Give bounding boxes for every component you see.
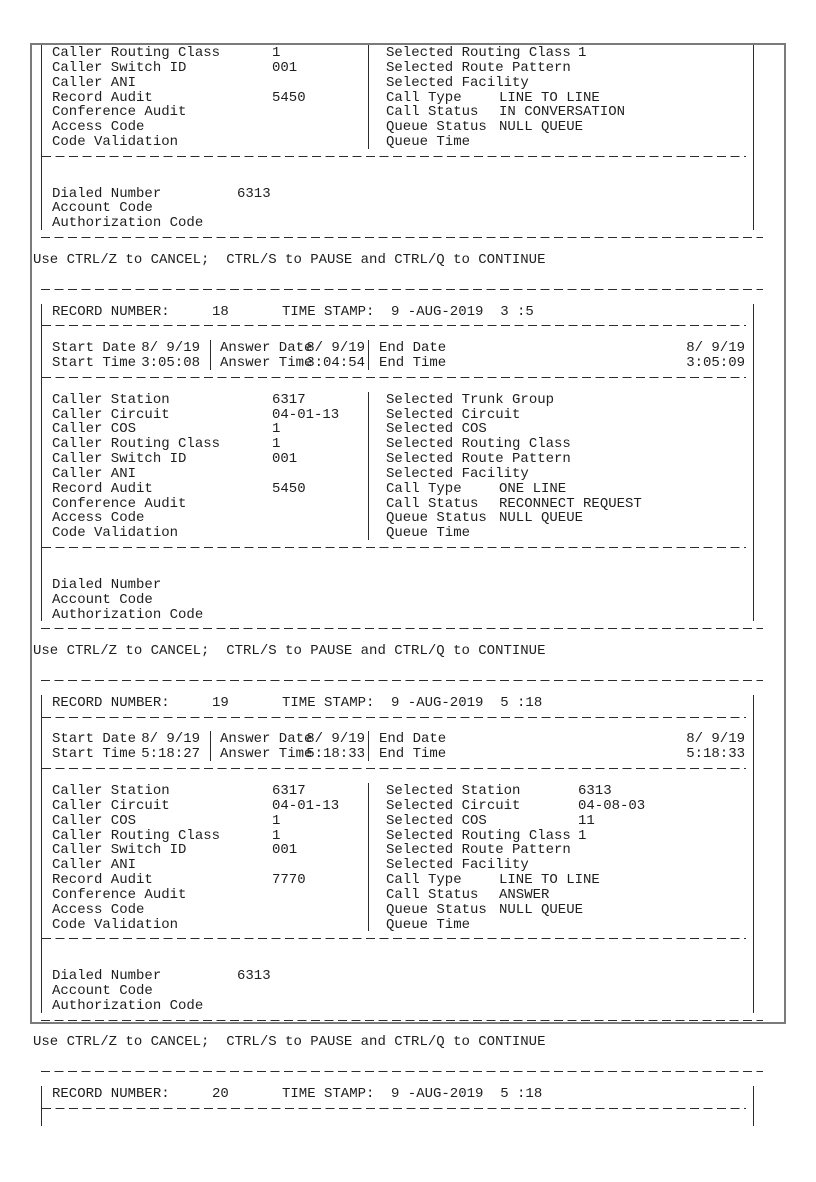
caller-field-value: 5450 — [272, 89, 306, 106]
answer-time-label: Answer Time — [220, 746, 313, 763]
selected-field-value: LINE TO LINE — [499, 89, 600, 106]
control-keys-prompt — [32, 1034, 784, 1049]
start-date-value: 8/ 9/19 — [141, 340, 200, 357]
record-number-value: 18 — [212, 303, 229, 320]
authorization-code-row — [42, 607, 753, 622]
section-separator — [42, 547, 753, 562]
caller-field-label: Caller Routing Class — [52, 827, 221, 844]
section-separator — [42, 325, 753, 340]
selected-field-label: Selected Facility — [386, 74, 529, 91]
caller-field-value: 7770 — [272, 872, 306, 889]
end-date-value: 8/ 9/19 — [686, 731, 745, 748]
selected-field-value: NULL QUEUE — [499, 510, 584, 527]
end-time-label: End Time — [379, 746, 447, 763]
end-time-label: End Time — [379, 355, 447, 372]
blank-line — [42, 953, 753, 968]
field-row — [42, 436, 753, 451]
caller-field-label: Caller ANI — [52, 74, 137, 91]
selected-field-value: RECONNECT REQUEST — [499, 495, 642, 512]
selected-field-value: 04-08-03 — [578, 797, 646, 814]
caller-field-value: 001 — [272, 451, 298, 468]
caller-field-value: 1 — [272, 436, 281, 453]
caller-field-label: Caller Routing Class — [52, 436, 221, 453]
selected-field-label: Selected Trunk Group — [386, 391, 555, 408]
field-row — [42, 75, 753, 90]
authorization-code-label: Authorization Code — [52, 997, 204, 1014]
record-number-label: RECORD NUMBER: — [52, 694, 170, 711]
selected-field-label: Selected Facility — [386, 465, 529, 482]
dialed-number-row — [42, 968, 753, 983]
dialed-number-label: Dialed Number — [52, 185, 162, 202]
dialed-number-label: Dialed Number — [52, 576, 162, 593]
selected-field — [368, 119, 753, 134]
answer-date-label: Answer Date — [220, 731, 313, 748]
record-divider — [32, 289, 784, 304]
authorization-code-label: Authorization Code — [52, 606, 204, 623]
caller-field-label: Caller Switch ID — [52, 451, 187, 468]
field-row — [42, 510, 753, 525]
caller-field-value: 04-01-13 — [272, 797, 340, 814]
field-row — [42, 525, 753, 540]
caller-field-label: Caller Switch ID — [52, 59, 187, 76]
answer-date-label: Answer Date — [220, 340, 313, 357]
field-row — [42, 783, 753, 798]
selected-field-value: 6313 — [578, 782, 612, 799]
caller-field-value: 6317 — [272, 391, 306, 408]
caller-field-value: 001 — [272, 59, 298, 76]
dialed-number-value: 6313 — [237, 185, 271, 202]
selected-field-label: Selected COS — [386, 421, 487, 438]
selected-field — [368, 887, 753, 902]
selected-field-label: Queue Status — [386, 119, 487, 136]
record-number-label: RECORD NUMBER: — [52, 303, 170, 320]
dialed-number-value: 6313 — [237, 968, 271, 985]
record-20-partial — [41, 1086, 754, 1126]
selected-field — [368, 525, 753, 540]
end-date-label: End Date — [379, 731, 447, 748]
start-time-cell — [42, 355, 210, 370]
selected-field — [368, 842, 753, 857]
record-header — [42, 304, 753, 319]
record-17-partial — [41, 45, 754, 230]
start-time-value: 5:18:27 — [141, 746, 200, 763]
account-code-row — [42, 200, 753, 215]
selected-field — [368, 872, 753, 887]
selected-field — [368, 510, 753, 525]
caller-field-label: Record Audit — [52, 480, 153, 497]
caller-field-label: Code Validation — [52, 525, 179, 542]
caller-field-label: Access Code — [52, 901, 145, 918]
caller-field-value: 6317 — [272, 782, 306, 799]
record-divider — [32, 628, 784, 643]
selected-field-label: Selected Routing Class — [386, 45, 571, 61]
end-date-cell — [368, 340, 753, 355]
record-number-value: 20 — [212, 1086, 229, 1102]
start-time-cell — [42, 746, 210, 761]
caller-field-value: 1 — [272, 827, 281, 844]
answer-time-label: Answer Time — [220, 355, 313, 372]
account-code-label: Account Code — [52, 200, 153, 217]
time-stamp-value: 9 -AUG-2019 5 :18 — [391, 1086, 543, 1102]
selected-field-label: Selected Circuit — [386, 406, 521, 423]
selected-field-label: Queue Time — [386, 525, 471, 542]
time-row — [42, 355, 753, 370]
caller-field-value: 04-01-13 — [272, 406, 340, 423]
field-row — [42, 813, 753, 828]
answer-time-value: 3:04:54 — [306, 355, 365, 372]
field-row — [42, 798, 753, 813]
selected-field — [368, 481, 753, 496]
field-row — [42, 828, 753, 843]
end-time-value: 3:05:09 — [686, 355, 745, 372]
field-row — [42, 104, 753, 119]
field-row — [42, 119, 753, 134]
selected-field-value: NULL QUEUE — [499, 901, 584, 918]
caller-field-label: Caller ANI — [52, 465, 137, 482]
time-row — [42, 746, 753, 761]
selected-field — [368, 902, 753, 917]
control-keys-prompt-text: Use CTRL/Z to CANCEL; CTRL/S to PAUSE and CTRL/Q to CONTINUE — [33, 1034, 546, 1051]
time-stamp-label: TIME STAMP: — [282, 694, 375, 711]
time-stamp-label: TIME STAMP: — [282, 303, 375, 320]
blank-line — [32, 658, 784, 673]
blank-line — [32, 267, 784, 282]
selected-field-label: Call Type — [386, 480, 462, 497]
time-stamp-value: 9 -AUG-2019 3 :5 — [391, 303, 534, 320]
caller-field-label: Conference Audit — [52, 104, 187, 121]
record-19 — [41, 695, 754, 1013]
selected-field — [368, 421, 753, 436]
dialed-number-row — [42, 186, 753, 201]
start-time-value: 3:05:08 — [141, 355, 200, 372]
caller-field-label: Caller Circuit — [52, 406, 170, 423]
end-time-cell — [368, 746, 753, 761]
caller-field-label: Code Validation — [52, 916, 179, 933]
section-separator — [42, 1108, 753, 1123]
selected-field-label: Queue Time — [386, 916, 471, 933]
caller-field-label: Access Code — [52, 510, 145, 527]
field-row — [42, 60, 753, 75]
answer-time-value: 5:18:33 — [306, 746, 365, 763]
selected-field — [368, 436, 753, 451]
selected-field-label: Queue Status — [386, 510, 487, 527]
section-separator — [42, 768, 753, 783]
authorization-code-row — [42, 998, 753, 1013]
blank-line — [42, 562, 753, 577]
selected-field-label: Queue Time — [386, 134, 471, 151]
selected-field-label: Selected COS — [386, 812, 487, 829]
selected-field-value: 1 — [578, 827, 587, 844]
caller-field-label: Caller Routing Class — [52, 45, 221, 61]
selected-field — [368, 392, 753, 407]
selected-field-label: Selected Route Pattern — [386, 451, 571, 468]
caller-field-value: 001 — [272, 842, 298, 859]
account-code-label: Account Code — [52, 591, 153, 608]
field-row — [42, 407, 753, 422]
time-stamp-label: TIME STAMP: — [282, 1086, 375, 1102]
answer-time-cell — [210, 746, 369, 761]
selected-field-label: Call Status — [386, 104, 479, 121]
answer-date-value: 8/ 9/19 — [306, 731, 365, 748]
date-row — [42, 731, 753, 746]
section-separator — [42, 156, 753, 171]
authorization-code-row — [42, 215, 753, 230]
account-code-row — [42, 592, 753, 607]
caller-field-label: Caller COS — [52, 812, 137, 829]
answer-date-cell — [210, 731, 369, 746]
answer-date-value: 8/ 9/19 — [306, 340, 365, 357]
selected-field — [368, 496, 753, 511]
selected-field-value: 11 — [578, 812, 595, 829]
caller-field-label: Caller Station — [52, 391, 170, 408]
caller-field-value: 1 — [272, 45, 281, 61]
control-keys-prompt — [32, 252, 784, 267]
section-separator — [42, 717, 753, 732]
selected-field-label: Call Status — [386, 886, 479, 903]
caller-field-value: 1 — [272, 812, 281, 829]
field-row — [42, 872, 753, 887]
caller-field-label: Caller Circuit — [52, 797, 170, 814]
selected-field-label: Selected Station — [386, 782, 521, 799]
caller-field-label: Record Audit — [52, 89, 153, 106]
selected-field — [368, 134, 753, 149]
selected-field-label: Selected Facility — [386, 857, 529, 874]
end-date-label: End Date — [379, 340, 447, 357]
selected-field-value: ONE LINE — [499, 480, 567, 497]
answer-date-cell — [210, 340, 369, 355]
selected-field-label: Selected Circuit — [386, 797, 521, 814]
cdr-report-page — [30, 43, 786, 1102]
selected-field-label: Call Status — [386, 495, 479, 512]
record-18 — [41, 304, 754, 622]
account-code-row — [42, 983, 753, 998]
selected-field-label: Selected Route Pattern — [386, 842, 571, 859]
field-row — [42, 917, 753, 932]
selected-field-label: Call Type — [386, 89, 462, 106]
blank-line — [32, 1049, 784, 1064]
caller-field-label: Caller COS — [52, 421, 137, 438]
control-keys-prompt-text: Use CTRL/Z to CANCEL; CTRL/S to PAUSE and CTRL/Q to CONTINUE — [33, 643, 546, 660]
account-code-label: Account Code — [52, 982, 153, 999]
record-header — [42, 695, 753, 710]
selected-field-label: Selected Route Pattern — [386, 59, 571, 76]
caller-field-label: Conference Audit — [52, 495, 187, 512]
authorization-code-label: Authorization Code — [52, 215, 204, 232]
end-date-value: 8/ 9/19 — [686, 340, 745, 357]
caller-field-label: Access Code — [52, 119, 145, 136]
selected-field — [368, 783, 753, 798]
field-row — [42, 902, 753, 917]
start-date-label: Start Date — [52, 731, 137, 748]
selected-field — [368, 798, 753, 813]
answer-time-cell — [210, 355, 369, 370]
selected-field — [368, 813, 753, 828]
section-separator — [42, 938, 753, 953]
selected-field — [368, 75, 753, 90]
selected-field-label: Selected Routing Class — [386, 827, 571, 844]
start-date-label: Start Date — [52, 340, 137, 357]
control-keys-prompt-text: Use CTRL/Z to CANCEL; CTRL/S to PAUSE and CTRL/Q to CONTINUE — [33, 251, 546, 268]
selected-field — [368, 104, 753, 119]
selected-field — [368, 857, 753, 872]
selected-field — [368, 828, 753, 843]
selected-field — [368, 917, 753, 932]
control-keys-prompt — [32, 643, 784, 658]
dialed-number-label: Dialed Number — [52, 968, 162, 985]
field-row — [42, 466, 753, 481]
selected-field-value: IN CONVERSATION — [499, 104, 626, 121]
record-divider — [32, 680, 784, 695]
selected-field — [368, 466, 753, 481]
selected-field-label: Call Type — [386, 872, 462, 889]
caller-field-label: Conference Audit — [52, 886, 187, 903]
selected-field — [368, 407, 753, 422]
record-number-value: 19 — [212, 694, 229, 711]
field-row — [42, 857, 753, 872]
start-time-label: Start Time — [52, 355, 137, 372]
start-time-label: Start Time — [52, 746, 137, 763]
selected-field-value: NULL QUEUE — [499, 119, 584, 136]
selected-field — [368, 451, 753, 466]
selected-field — [368, 60, 753, 75]
record-divider — [32, 1020, 784, 1035]
caller-field-label: Caller Station — [52, 782, 170, 799]
caller-field-label: Code Validation — [52, 134, 179, 151]
end-time-value: 5:18:33 — [686, 746, 745, 763]
caller-field-value: 1 — [272, 421, 281, 438]
field-row — [42, 45, 753, 60]
field-row — [42, 392, 753, 407]
date-row — [42, 340, 753, 355]
caller-field-label: Record Audit — [52, 872, 153, 889]
record-number-label: RECORD NUMBER: — [52, 1086, 170, 1102]
caller-field-value: 5450 — [272, 480, 306, 497]
dialed-number-row — [42, 577, 753, 592]
selected-field-value: ANSWER — [499, 886, 550, 903]
end-date-cell — [368, 731, 753, 746]
section-separator — [42, 377, 753, 392]
start-date-value: 8/ 9/19 — [141, 731, 200, 748]
caller-field-label: Caller ANI — [52, 857, 137, 874]
selected-field-value: 1 — [578, 45, 587, 61]
field-row — [42, 481, 753, 496]
selected-field-label: Queue Status — [386, 901, 487, 918]
field-row — [42, 496, 753, 511]
start-date-cell — [42, 731, 210, 746]
record-divider — [32, 237, 784, 252]
selected-field — [368, 45, 753, 60]
blank-line — [42, 171, 753, 186]
record-divider — [32, 1071, 784, 1086]
field-row — [42, 451, 753, 466]
time-stamp-value: 9 -AUG-2019 5 :18 — [391, 694, 543, 711]
end-time-cell — [368, 355, 753, 370]
field-row — [42, 90, 753, 105]
selected-field — [368, 90, 753, 105]
field-row — [42, 134, 753, 149]
field-row — [42, 842, 753, 857]
record-header — [42, 1086, 753, 1101]
field-row — [42, 887, 753, 902]
selected-field-label: Selected Routing Class — [386, 436, 571, 453]
field-row — [42, 421, 753, 436]
selected-field-value: LINE TO LINE — [499, 872, 600, 889]
caller-field-label: Caller Switch ID — [52, 842, 187, 859]
start-date-cell — [42, 340, 210, 355]
